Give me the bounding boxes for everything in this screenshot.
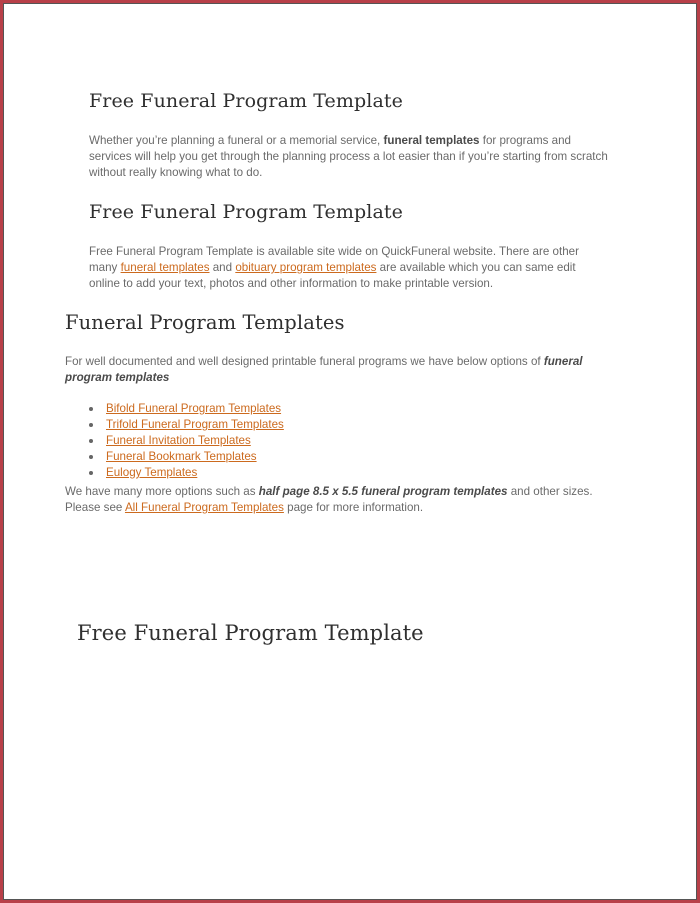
section-2-heading: Free Funeral Program Template [89,201,403,223]
half-page-emphasis: half page 8.5 x 5.5 funeral program templates [258,485,508,498]
list-item [65,401,625,417]
trifold-link[interactable]: Trifold Funeral Program Templates [106,418,284,431]
section-2-paragraph: Free Funeral Program Template is available site wide on QuickFuneral website. There are other many funeral templates and obituary program templates are available which you can same edit online to add your text, photos and other information to make printable version. [89,245,579,290]
section-1-paragraph: Whether you’re planning a funeral or a memorial service, funeral templates for programs and services will help you get through the planning process a lot easier than if you’re starting from scratch without really knowing what to do. [89,134,608,179]
section-2 [89,201,609,292]
all-templates-link[interactable]: All Funeral Program Templates [124,501,284,514]
section-4-heading: Free Funeral Program Template [77,621,424,645]
funeral-templates-bold: funeral templates [383,134,480,147]
section-3-intro: For well documented and well designed printable funeral programs we have below options of funeral program templates [65,355,583,384]
section-1-heading: Free Funeral Program Template [89,90,403,112]
obituary-program-templates-link[interactable]: obituary program templates [235,261,377,274]
eulogy-link[interactable]: Eulogy Templates [106,466,198,479]
list-item [65,433,625,449]
funeral-program-templates-emphasis: funeral program templates [65,355,583,384]
list-item [65,417,625,433]
bookmark-link[interactable]: Funeral Bookmark Templates [106,450,257,463]
section-3-more: We have many more options such as half page 8.5 x 5.5 funeral program templates and other sizes. Please see All Funeral Program Templates page for more information. [65,485,593,514]
funeral-templates-link[interactable]: funeral templates [120,261,210,274]
section-4 [77,621,637,645]
list-item [65,449,625,465]
template-link-list [65,401,625,481]
section-1 [89,90,609,181]
section-3-heading: Funeral Program Templates [65,311,345,334]
list-item [65,465,625,481]
bifold-link[interactable]: Bifold Funeral Program Templates [106,402,282,415]
invitation-link[interactable]: Funeral Invitation Templates [106,434,251,447]
section-3 [65,311,625,516]
